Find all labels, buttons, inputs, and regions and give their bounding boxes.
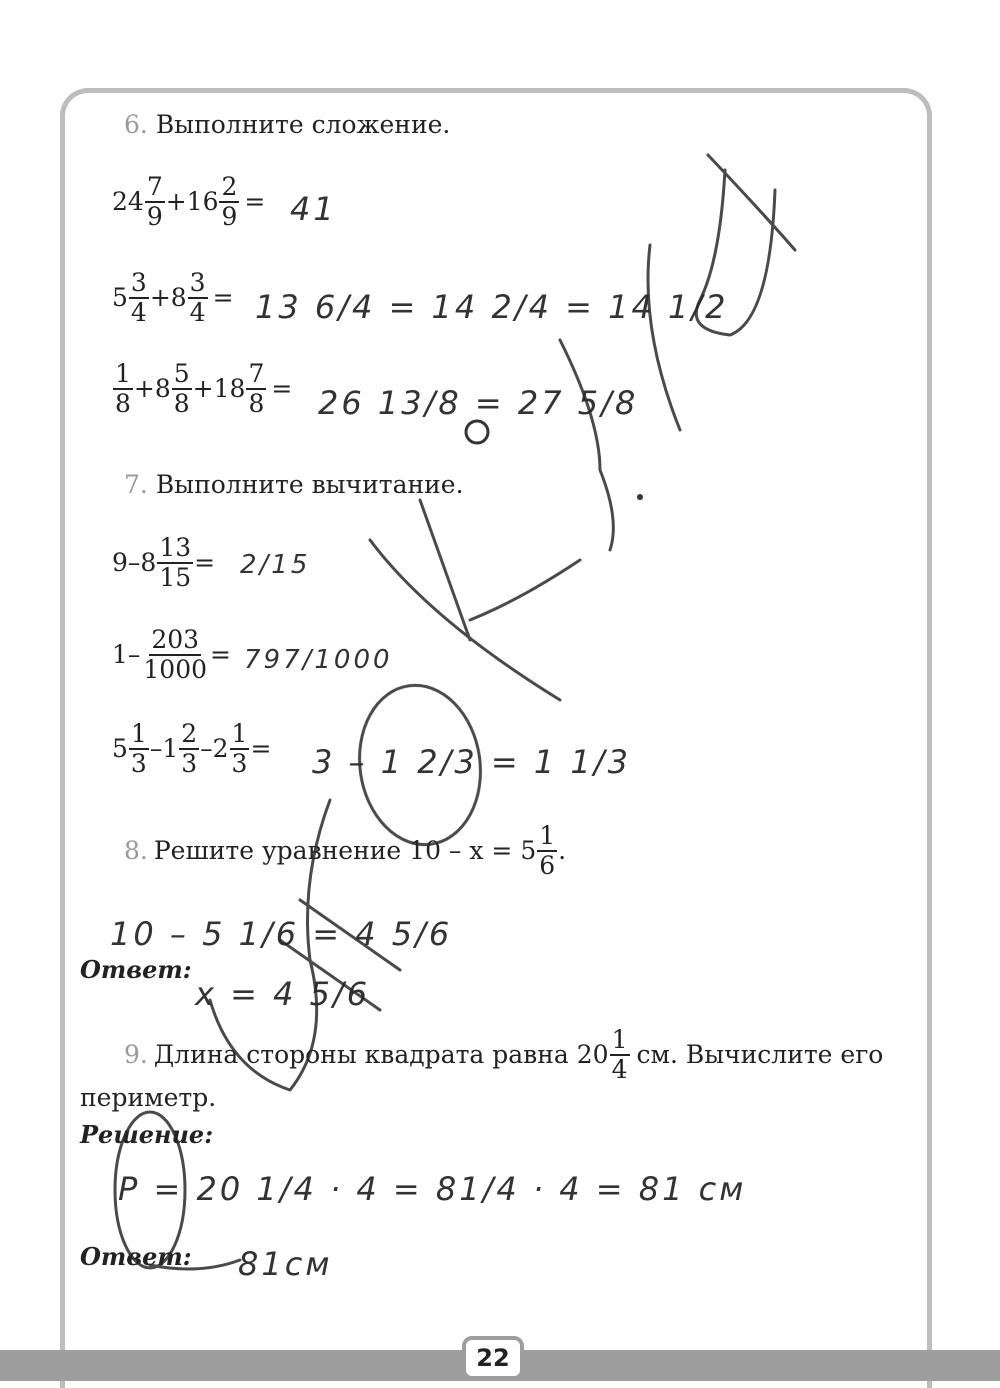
- task9-answer-label: Ответ:: [80, 1242, 192, 1271]
- task6-answer-1: 41: [290, 190, 337, 228]
- whole-part: 2: [212, 734, 229, 763]
- task7-answer-2: 797/1000: [244, 645, 393, 675]
- denominator: 4: [189, 297, 206, 327]
- whole-part: 1: [162, 734, 179, 763]
- operator: +: [149, 283, 171, 312]
- scribble-stroke: [280, 940, 380, 1010]
- numerator: 1: [611, 1025, 628, 1054]
- denominator: 8: [248, 388, 265, 418]
- equals-sign: =: [210, 640, 231, 669]
- task9-title-continued: см. Вычислите его: [636, 1040, 884, 1069]
- whole-part: 8: [154, 374, 171, 403]
- denominator: 3: [130, 748, 147, 778]
- denominator: 4: [130, 297, 147, 327]
- denominator: 9: [221, 201, 238, 231]
- numerator: 3: [189, 268, 206, 297]
- scribble-stroke: [300, 900, 400, 970]
- task6-title: Выполните сложение.: [155, 110, 451, 139]
- task9-title: Длина стороны квадрата равна 20: [153, 1040, 609, 1069]
- scribble-dot: [637, 494, 643, 500]
- denominator: 9: [146, 201, 163, 231]
- numerator: 7: [146, 172, 163, 201]
- denominator: 6: [539, 850, 556, 880]
- scribble-ring: [466, 421, 488, 443]
- task7-answer-1: 2/15: [240, 550, 311, 580]
- whole-part: 24: [112, 187, 144, 216]
- task9-title-line2: периметр.: [80, 1083, 217, 1112]
- denominator: 8: [173, 388, 190, 418]
- numerator: 2: [221, 172, 238, 201]
- equals-sign: =: [244, 187, 266, 216]
- period: .: [558, 836, 567, 865]
- denominator: 8: [115, 388, 131, 418]
- operator: +: [133, 374, 155, 403]
- equals-sign: =: [194, 548, 216, 577]
- equals-sign: =: [271, 374, 293, 403]
- task6-answer-3: 26 13/8 = 27 5/8: [318, 384, 639, 422]
- numerator: 203: [151, 625, 200, 654]
- denominator: 1000: [143, 654, 208, 684]
- task8-work: 10 – 5 1/6 = 4 5/6: [110, 915, 453, 953]
- denominator: 3: [181, 748, 198, 778]
- numerator: 13: [159, 533, 192, 562]
- whole-part: 9: [112, 548, 128, 577]
- equals-sign: =: [250, 734, 272, 763]
- task9-answer: 81см: [238, 1245, 333, 1283]
- task8-answer: x = 4 5/6: [195, 975, 371, 1013]
- operator: –: [149, 734, 163, 763]
- task7-answer-3: 3 – 1 2/3 = 1 1/3: [312, 743, 631, 781]
- task8-title: Решите уравнение 10 – x = 5: [153, 836, 537, 865]
- whole-part: 8: [170, 283, 187, 312]
- numerator: 2: [181, 719, 198, 748]
- denominator: 3: [231, 748, 248, 778]
- operator: –: [127, 548, 141, 577]
- task8-number: 8.: [124, 836, 148, 865]
- numerator: 7: [248, 359, 265, 388]
- whole-part: 5: [112, 283, 128, 312]
- task7-number: 7.: [124, 470, 148, 499]
- operator: –: [200, 734, 213, 763]
- task9-number: 9.: [124, 1040, 148, 1069]
- numerator: 1: [539, 821, 556, 850]
- scribble-stroke: [210, 800, 330, 1090]
- task8-answer-label: Ответ:: [80, 955, 192, 984]
- scribble-stroke: [648, 245, 680, 430]
- operator: –: [127, 640, 141, 669]
- numerator: 1: [115, 359, 131, 388]
- whole-part: 1: [112, 640, 128, 669]
- scribble-circle: [349, 677, 490, 852]
- scribble-stroke: [370, 540, 560, 700]
- task7-title: Выполните вычитание.: [155, 470, 464, 499]
- task6-number: 6.: [124, 110, 148, 139]
- whole-part: 5: [112, 734, 128, 763]
- task9-solution-label: Решение:: [80, 1120, 214, 1149]
- scribble-circle: [115, 1112, 185, 1268]
- denominator: 4: [611, 1054, 628, 1084]
- task9-solution: P = 20 1/4 · 4 = 81/4 · 4 = 81 см: [118, 1170, 747, 1208]
- denominator: 15: [159, 562, 192, 592]
- numerator: 1: [130, 719, 147, 748]
- page-number: 22: [462, 1336, 524, 1380]
- numerator: 5: [173, 359, 190, 388]
- numerator: 1: [231, 719, 248, 748]
- whole-part: 8: [140, 548, 157, 577]
- numerator: 3: [130, 268, 147, 297]
- operator: +: [192, 374, 214, 403]
- whole-part: 16: [186, 187, 219, 216]
- task6-answer-2: 13 6/4 = 14 2/4 = 14 1/2: [255, 288, 729, 326]
- equals-sign: =: [212, 283, 234, 312]
- whole-part: 18: [213, 374, 246, 403]
- scribble-stroke: [560, 340, 613, 550]
- scribble-stroke: [470, 560, 580, 620]
- scribble-stroke: [696, 170, 775, 335]
- operator: +: [165, 187, 187, 216]
